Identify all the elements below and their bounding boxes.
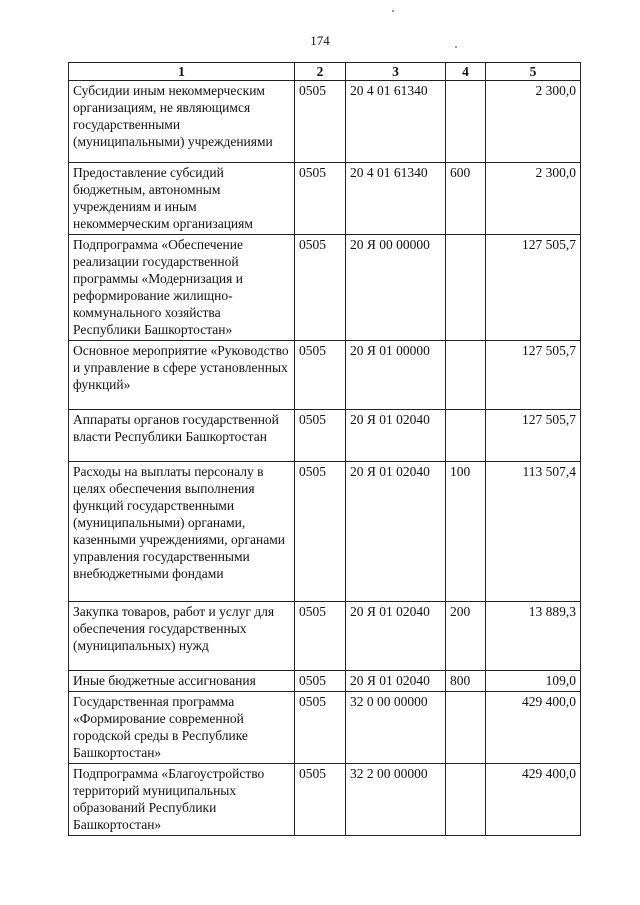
scan-speck — [455, 46, 457, 48]
row-type-cell: 200 — [446, 602, 486, 671]
table-row — [69, 410, 581, 462]
row-type-cell: 100 — [446, 462, 486, 602]
row-target-cell: 20 Я 01 02040 — [346, 462, 446, 602]
row-section-cell: 0505 — [295, 602, 346, 671]
row-section-cell: 0505 — [295, 163, 346, 235]
scan-speck — [392, 10, 394, 12]
row-target-cell: 20 Я 01 02040 — [346, 671, 446, 692]
row-target-cell: 32 0 00 00000 — [346, 692, 446, 764]
table-row — [69, 692, 581, 764]
row-name-cell: Иные бюджетные ассигнования — [69, 671, 295, 692]
row-target-cell: 32 2 00 00000 — [346, 764, 446, 836]
table-row — [69, 764, 581, 836]
row-type-cell — [446, 410, 486, 462]
table-row — [69, 235, 581, 341]
table-row — [69, 602, 581, 671]
row-section-cell: 0505 — [295, 692, 346, 764]
table-body — [69, 81, 581, 836]
row-amount-cell: 127 505,7 — [486, 341, 581, 410]
row-amount-cell: 127 505,7 — [486, 410, 581, 462]
column-header-section: 2 — [295, 63, 346, 81]
row-target-cell: 20 Я 01 00000 — [346, 341, 446, 410]
row-amount-cell: 2 300,0 — [486, 81, 581, 163]
row-amount-cell: 127 505,7 — [486, 235, 581, 341]
row-amount-cell: 429 400,0 — [486, 692, 581, 764]
row-name-cell: Предоставление субсидий бюджетным, автономным учреждениям и иным некоммерческим организациям — [69, 163, 295, 235]
column-header-type: 4 — [446, 63, 486, 81]
row-section-cell: 0505 — [295, 410, 346, 462]
row-amount-cell: 13 889,3 — [486, 602, 581, 671]
row-target-cell: 20 Я 00 00000 — [346, 235, 446, 341]
page-number: 174 — [310, 33, 330, 48]
column-header-name: 1 — [69, 63, 295, 81]
table-row — [69, 81, 581, 163]
row-section-cell: 0505 — [295, 81, 346, 163]
table-header — [69, 63, 581, 81]
row-name-cell: Закупка товаров, работ и услуг для обеспечения государственных (муниципальных) нужд — [69, 602, 295, 671]
row-target-cell: 20 4 01 61340 — [346, 163, 446, 235]
row-amount-cell: 2 300,0 — [486, 163, 581, 235]
column-header-amount: 5 — [486, 63, 581, 81]
row-section-cell: 0505 — [295, 235, 346, 341]
row-name-cell: Субсидии иным некоммерческим организациям, не являющимся государственными (муниципальными) учреждениями — [69, 81, 295, 163]
row-target-cell: 20 Я 01 02040 — [346, 410, 446, 462]
budget-table — [68, 62, 581, 836]
row-name-cell: Подпрограмма «Благоустройство территорий муниципальных образований Республики Башкортостан» — [69, 764, 295, 836]
header-row — [69, 63, 581, 81]
row-type-cell — [446, 341, 486, 410]
row-type-cell — [446, 764, 486, 836]
row-target-cell: 20 Я 01 02040 — [346, 602, 446, 671]
row-section-cell: 0505 — [295, 462, 346, 602]
row-amount-cell: 109,0 — [486, 671, 581, 692]
row-amount-cell: 429 400,0 — [486, 764, 581, 836]
row-name-cell: Расходы на выплаты персоналу в целях обеспечения выполнения функций государственными (муниципальными) органами, казенными учреждениями, органами управления государственными внебюджетными фондами — [69, 462, 295, 602]
row-type-cell — [446, 235, 486, 341]
row-section-cell: 0505 — [295, 764, 346, 836]
table-row — [69, 671, 581, 692]
row-section-cell: 0505 — [295, 671, 346, 692]
row-type-cell — [446, 81, 486, 163]
row-name-cell: Основное мероприятие «Руководство и управление в сфере установленных функций» — [69, 341, 295, 410]
table-row — [69, 341, 581, 410]
row-type-cell: 600 — [446, 163, 486, 235]
row-name-cell: Аппараты органов государственной власти Республики Башкортостан — [69, 410, 295, 462]
row-section-cell: 0505 — [295, 341, 346, 410]
row-name-cell: Государственная программа «Формирование современной городской среды в Республике Башкортостан» — [69, 692, 295, 764]
table-row — [69, 163, 581, 235]
table-row — [69, 462, 581, 602]
row-type-cell: 800 — [446, 671, 486, 692]
column-header-target: 3 — [346, 63, 446, 81]
row-target-cell: 20 4 01 61340 — [346, 81, 446, 163]
row-type-cell — [446, 692, 486, 764]
row-amount-cell: 113 507,4 — [486, 462, 581, 602]
row-name-cell: Подпрограмма «Обеспечение реализации государственной программы «Модернизация и реформирование жилищно-коммунального хозяйства Республики Башкортостан» — [69, 235, 295, 341]
